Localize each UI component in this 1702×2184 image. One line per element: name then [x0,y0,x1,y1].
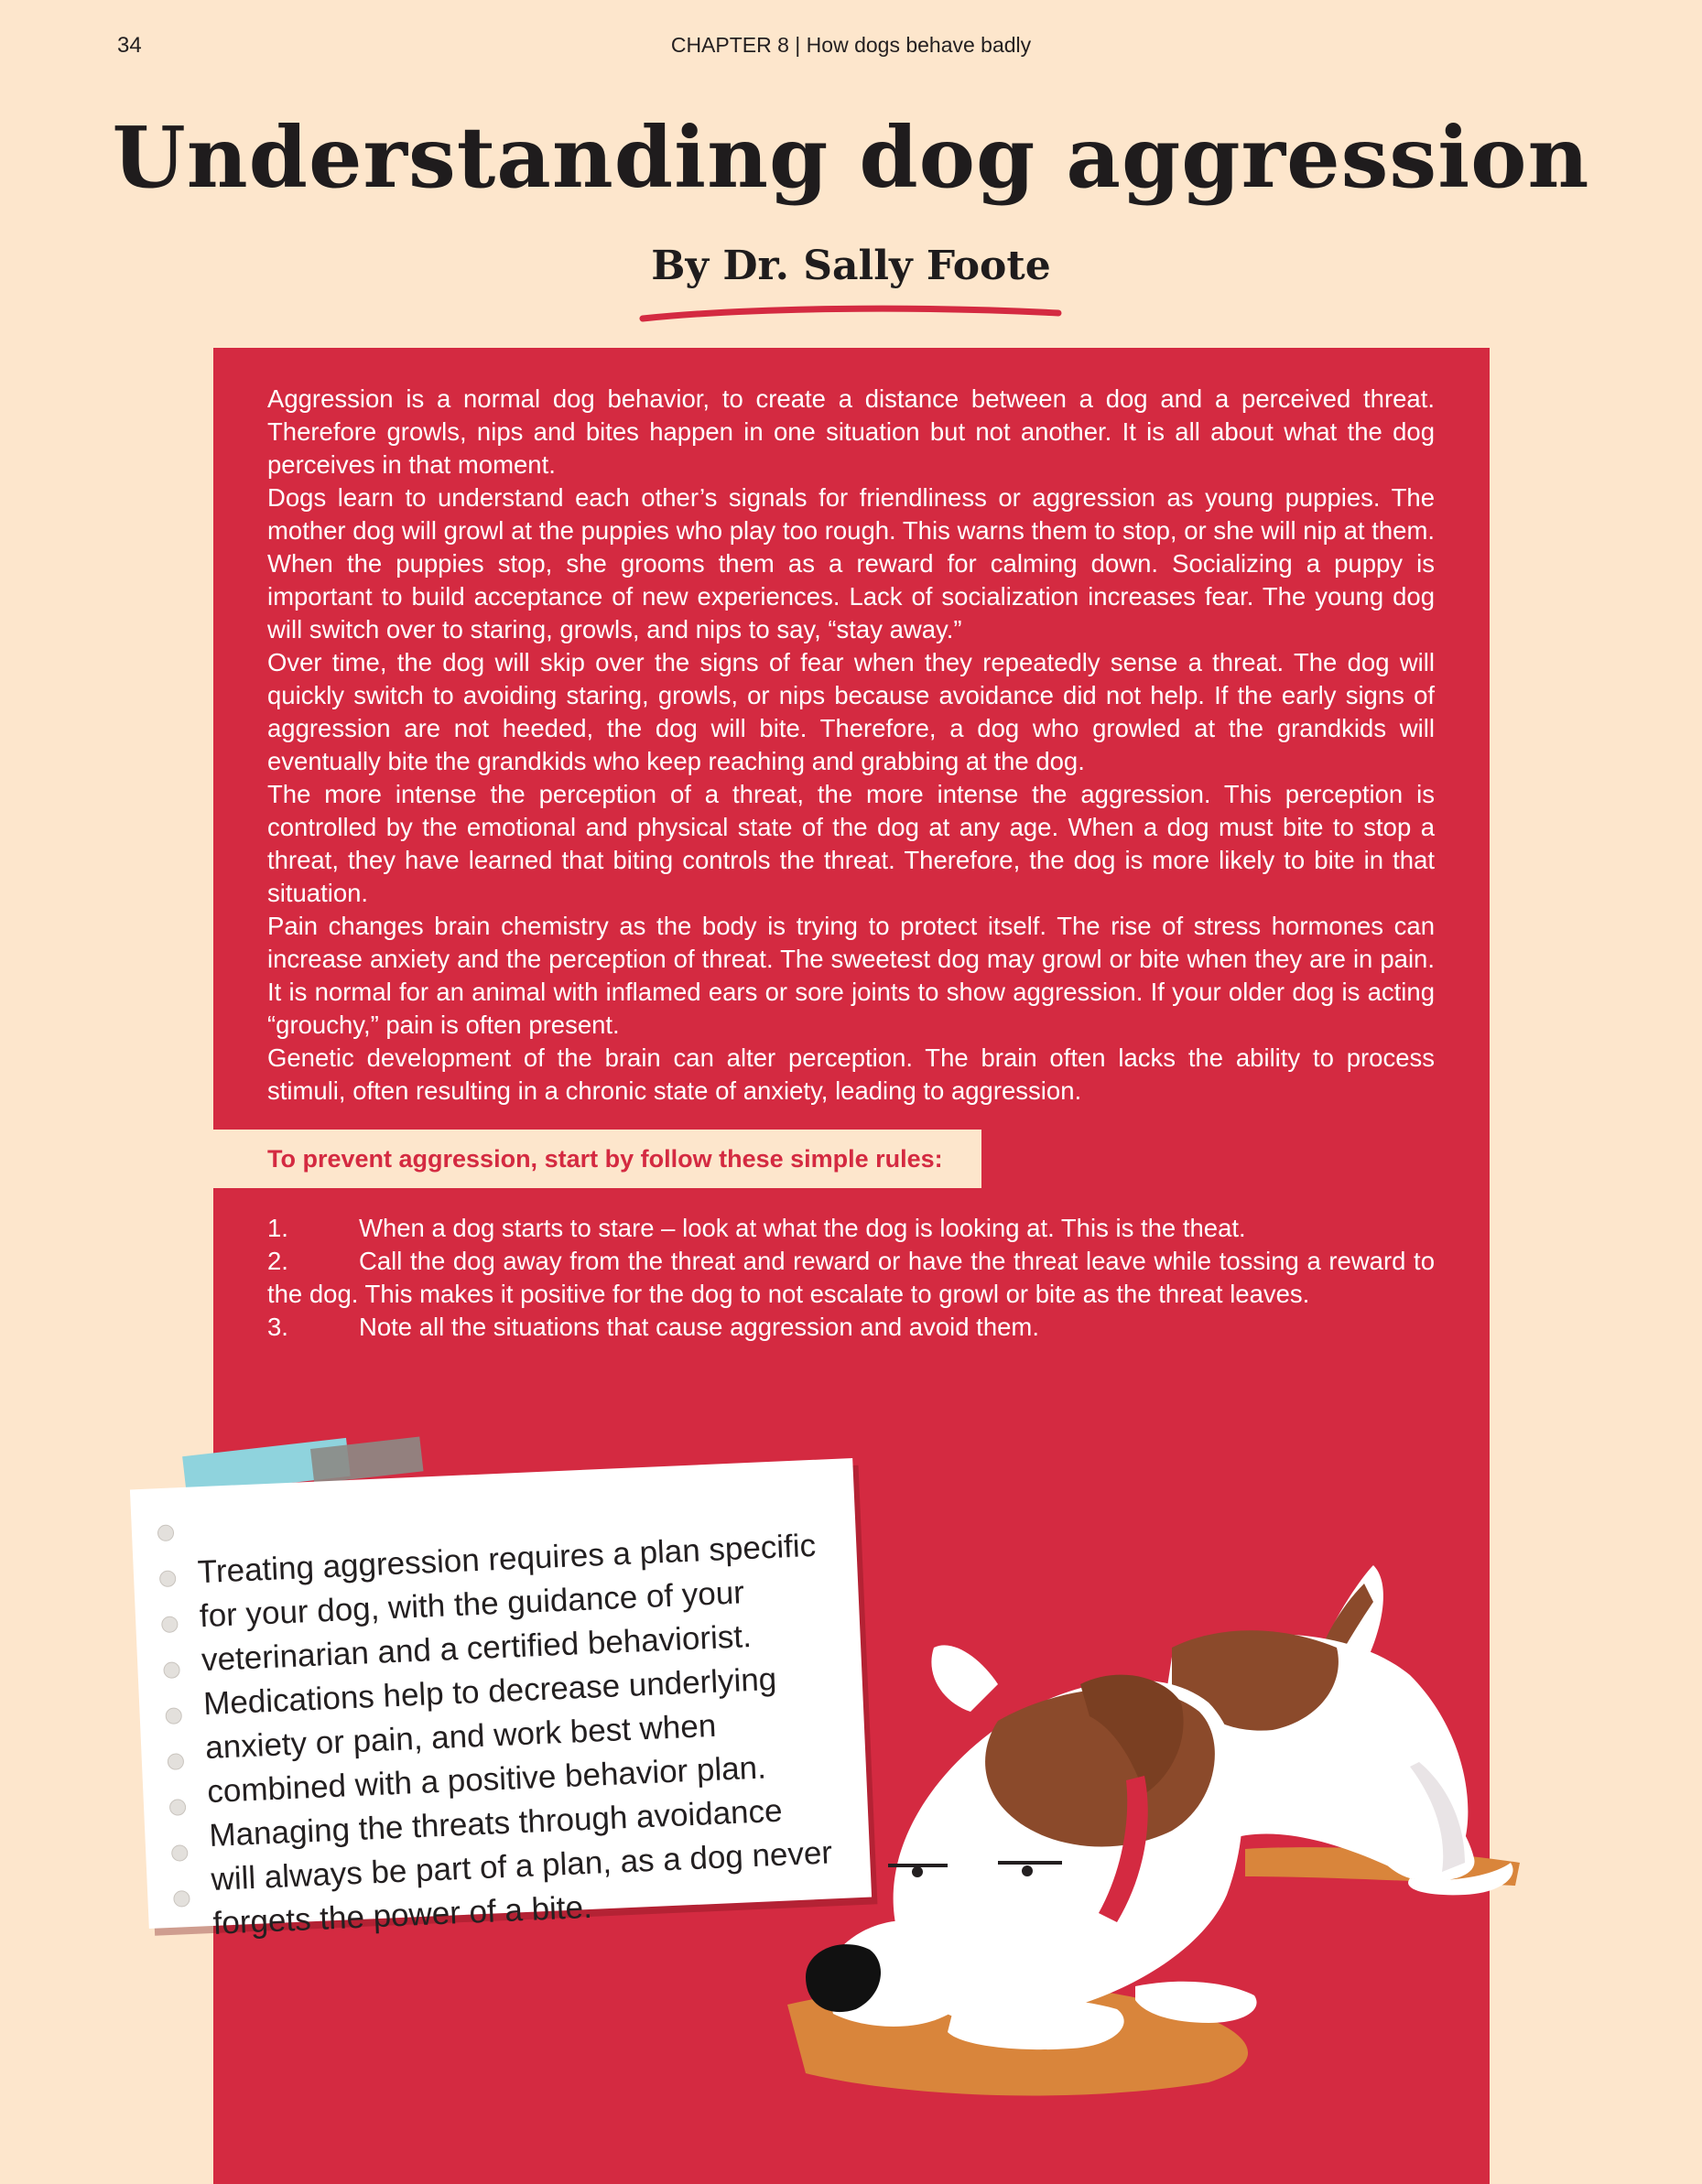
article-byline: By Dr. Sally Foote [651,243,1051,289]
article-body [267,383,1435,1108]
rules-heading: To prevent aggression, start by follow these simple rules: [267,1144,943,1173]
body-paragraph: Aggression is a normal dog behavior, to create a distance between a dog and a perceived threat. Therefore growls, nips and bites happen in one situation but not another. It is all about what the dog perceives in that moment. [267,384,1435,479]
running-header: CHAPTER 8 | How dogs behave badly [670,33,1032,57]
body-paragraph: Dogs learn to understand each other’s signals for friendliness or aggression as young puppies. The mother dog will growl at the puppies who play too rough. This warns them to stop, or she will nip at them. When the puppies stop, she grooms them as a reward for calming down. Socializing a puppy is important to build acceptance of new experiences. Lack of socialization increases fear. The young dog will switch over to staring, growls, and nips to say, “stay away.” [267,483,1435,643]
rule-text: When a dog starts to stare – look at what the dog is looking at. This is the theat. [359,1214,1246,1242]
rule-text: Note all the situations that cause aggression and avoid them. [359,1313,1039,1341]
note-card [130,1458,872,1941]
body-paragraph: Over time, the dog will skip over the signs of fear when they repeatedly sense a threat. The dog will quickly switch to avoiding staring, growls, or nips because avoidance did not help. If the early signs of aggression are not heeded, the dog will bite. Therefore, a dog who growled at the grandkids will eventually bite the grandkids who keep reaching and grabbing at the dog. [267,648,1435,775]
rule-number: 1. [267,1214,288,1242]
rule-text: Call the dog away from the threat and reward or have the threat leave while tossing a reward to the dog. This makes it positive for the dog to not escalate to growl or bite as the threat leaves. [267,1247,1435,1308]
page-number: 34 [117,33,142,58]
byline-underline-icon [639,302,1062,326]
body-paragraph: Pain changes brain chemistry as the body is trying to protect itself. The rise of stress hormones can increase anxiety and the perception of threat. The sweetest dog may growl or bite when they are in pain. It is normal for an animal with inflamed ears or sore joints to show aggression. If your older dog is acting “grouchy,” pain is often present. [267,912,1435,1039]
note-text: Treating aggression requires a plan specific for your dog, with the guidance of your veterinarian and a certified behaviorist. Medications help to decrease underlying anxiety or pain, and work best when combined with a positive behavior plan. Managing the threats through avoidance will always be part of a plan, as a dog never forgets the power of a bite. [197,1527,833,1941]
rules-list [267,1212,1435,1344]
article-title: Understanding dog aggression [112,108,1590,207]
rule-item [267,1212,1435,1245]
dog-illustration-icon [769,1547,1575,2114]
rule-item [267,1311,1435,1344]
rules-banner [203,1130,981,1188]
rule-number: 3. [267,1313,288,1341]
rule-number: 2. [267,1247,288,1275]
body-paragraph: The more intense the perception of a threat, the more intense the aggression. This perception is controlled by the emotional and physical state of the dog at any age. When a dog must bite to stop a threat, they have learned that biting controls the threat. Therefore, the dog is more likely to bite in that situation. [267,780,1435,907]
body-paragraph: Genetic development of the brain can alter perception. The brain often lacks the ability to process stimuli, often resulting in a chronic state of anxiety, leading to aggression. [267,1043,1435,1105]
rule-item [267,1245,1435,1311]
note-paper [130,1458,872,1941]
